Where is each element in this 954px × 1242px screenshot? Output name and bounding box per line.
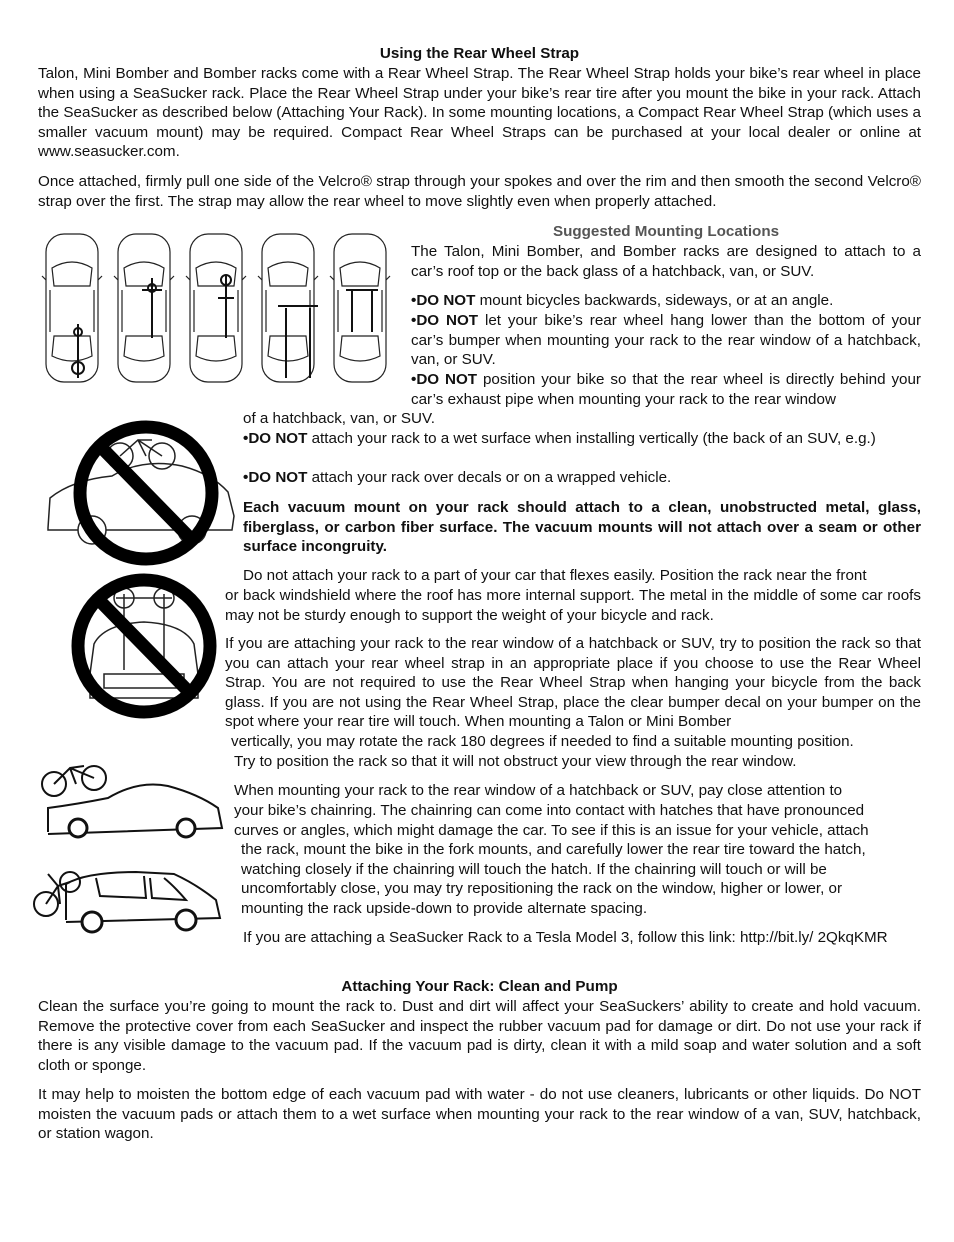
bullet-rear-wheel-hang: •DO NOT let your bike’s rear wheel hang lower than the bottom of your car’s bumper when mounting your rack to the rear window of a hatchback, van, or SUV.: [411, 312, 921, 369]
rear-window-paragraph-line8: Try to position the rack so that it will not obstruct your view through the rear window.: [234, 753, 797, 770]
do-not-label: •DO NOT: [411, 312, 479, 329]
bullet-wet-surface: •DO NOT attach your rack to a wet surface when installing vertically (the back of an SUV, e.g.): [243, 430, 876, 447]
chainring-line: watching closely if the chainring will touch the hatch. If the chainring will touch or will be: [241, 861, 827, 878]
velcro-strap-paragraph: Once attached, firmly pull one side of the Velcro® strap through your spokes and over the rim and then smooth the second Velcro® strap over the first. The strap may allow the rear wheel to move slightly even when properly attached.: [38, 173, 921, 210]
moisten-pad-paragraph: It may help to moisten the bottom edge of each vacuum pad with water - do not use cleaners, lubricants or other liquids. Do NOT moisten the vacuum pads or attach them to a wet surface when mounting your rack to the rear window of a van, SUV, hatchback, or station wagon.: [38, 1086, 921, 1143]
roof-mount-sedan-illustration: [38, 758, 228, 848]
top-view-cars-illustration: [38, 228, 408, 388]
mounting-intro-paragraph: The Talon, Mini Bomber, and Bomber racks are designed to attach to a car’s roof top or the back glass of a hatchback, van, or SUV.: [411, 243, 921, 280]
do-not-label: •DO NOT: [411, 371, 478, 388]
flex-paragraph-rest: or back windshield where the roof has more internal support. The metal in the middle of some car roofs may not be sturdy enough to support the weight of your bicycle and rack.: [225, 587, 921, 624]
chainring-line: When mounting your rack to the rear window of a hatchback or SUV, pay close attention to: [234, 782, 843, 799]
no-roof-center-mount-illustration: [42, 418, 242, 568]
no-trunk-mount-illustration: [64, 574, 224, 722]
section-heading-rear-wheel-strap: Using the Rear Wheel Strap: [379, 45, 580, 62]
clean-surface-paragraph: Clean the surface you’re going to mount the rack to. Dust and dirt will affect your SeaSuckers’ ability to create and hold vacuum. Remove the protective cover from each SeaSucker and inspect the rubber vacuum pad for damage or dirt. Do not use your rack if there is any visible damage to the vacuum pad. If the vacuum pad is dirty, clean it with a mild soap and water solution and a soft cloth or sponge.: [38, 998, 921, 1074]
rear-wheel-strap-paragraph: Talon, Mini Bomber and Bomber racks come with a Rear Wheel Strap. The Rear Wheel Strap holds your bike’s rear wheel in place when using a SeaSucker rack. Place the Rear Wheel Strap under your bike’s rear tire after you mount the bike in your rack. Attach the SeaSucker as described below (Attaching Your Rack). In some mounting locations, a Compact Rear Wheel Strap (which uses a smaller vacuum mount) may be required. Compact Rear Wheel Straps can be purchased at your local dealer or online at www.seasucker.com.: [38, 65, 921, 161]
section-heading-attaching: Attaching Your Rack: Clean and Pump: [341, 978, 618, 995]
do-not-label: •DO NOT: [411, 292, 476, 309]
section-heading-mounting: Suggested Mounting Locations: [552, 223, 780, 240]
rear-window-paragraph-line7: vertically, you may rotate the rack 180 degrees if needed to find a suitable mounting position.: [231, 733, 854, 750]
chainring-line: curves or angles, which might damage the car. To see if this is an issue for your vehicle, attach: [234, 822, 869, 839]
chainring-line: your bike’s chainring. The chainring can come into contact with hatches that have pronounced: [234, 802, 865, 819]
flex-paragraph-first-line: Do not attach your rack to a part of your car that flexes easily. Position the rack near the front: [243, 567, 867, 584]
chainring-line: the rack, mount the bike in the fork mounts, and carefully lower the rear tire toward the hatch,: [241, 841, 866, 858]
bullet-backwards: •DO NOT mount bicycles backwards, sideways, or at an angle.: [411, 292, 834, 309]
bullet-exhaust-continued: of a hatchback, van, or SUV.: [243, 410, 435, 427]
tesla-link-paragraph: If you are attaching a SeaSucker Rack to a Tesla Model 3, follow this link: http://bit.ly/ 2QkqKMR: [243, 929, 888, 946]
do-not-label: •DO NOT: [243, 430, 308, 447]
chainring-line: mounting the rack upside-down to provide alternate spacing.: [241, 900, 648, 917]
bullet-decals: •DO NOT attach your rack over decals or on a wrapped vehicle.: [243, 469, 672, 486]
do-not-label: •DO NOT: [243, 469, 308, 486]
rear-window-paragraph: If you are attaching your rack to the rear window of a hatchback or SUV, try to position the rack so that you can attach your rear wheel strap in an appropriate place if you choose to use the Rear Wheel Strap. You are not required to use the Rear Wheel Strap when hanging your bicycle from the back glass. If you are not using the Rear Wheel Strap, place the clear bumper decal on your bumper on the spot where your rear tire will touch. When mounting a Talon or Mini Bomber: [225, 635, 921, 731]
chainring-line: uncomfortably close, you may try repositioning the rack on the window, higher or lower, or: [241, 880, 843, 897]
vacuum-mount-surface-note: Each vacuum mount on your rack should attach to a clean, unobstructed metal, glass, fiberglass, or carbon fiber surface. The vacuum mounts will not attach over a seam or other surface incongruity.: [243, 499, 921, 556]
rear-window-wagon-illustration: [26, 862, 226, 944]
bullet-exhaust: •DO NOT position your bike so that the rear wheel is directly behind your car’s exhaust pipe when mounting your rack to the rear window: [411, 371, 921, 408]
